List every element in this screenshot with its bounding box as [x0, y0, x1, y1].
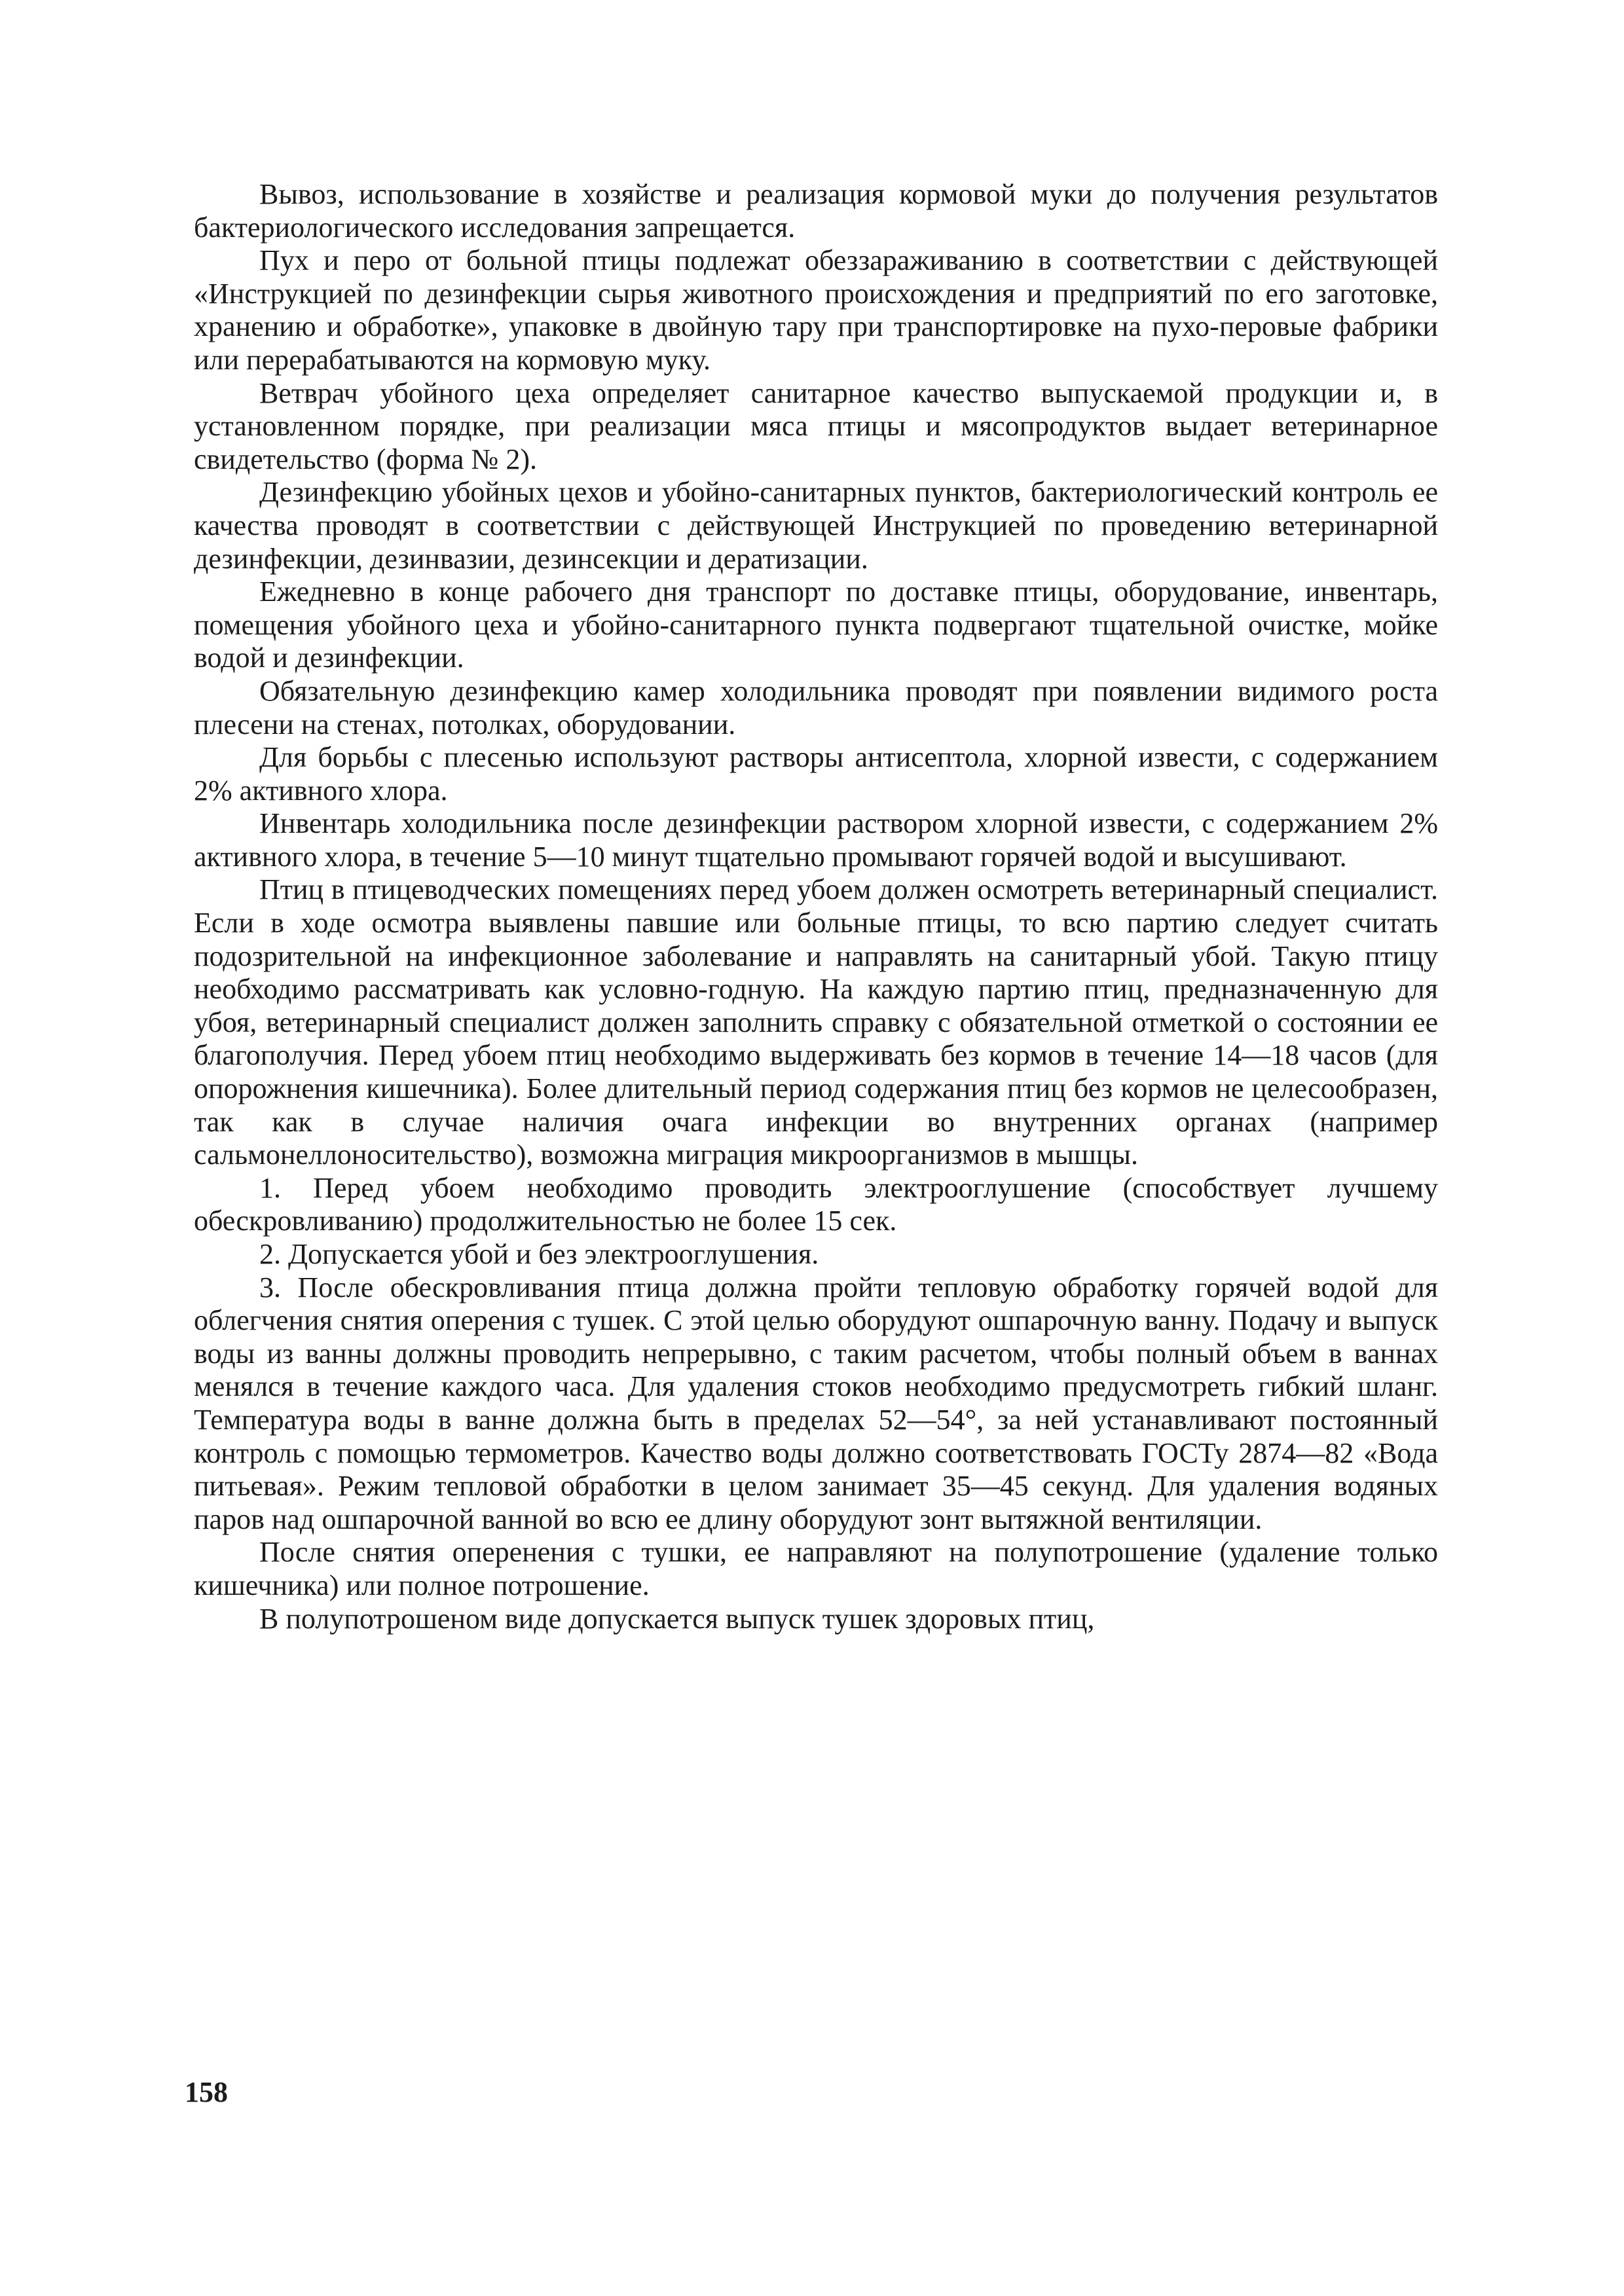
- paragraph-flour-export: Вывоз, использование в хозяйстве и реализация кормовой муки до получения результатов бактериологического исследования запрещается.: [194, 178, 1438, 244]
- paragraph-pre-slaughter-inspection: Птиц в птицеводческих помещениях перед убоем должен осмотреть ветеринарный специалист. Если в ходе осмотра выявлены павшие или больные птицы, то всю партию следует считать подозрительной на инфекционное заболевание и направлять на санитарный убой. Такую птицу необходимо рассматривать как условно-годную. На каждую партию птиц, предназначенную для убоя, ветеринарный специалист должен заполнить справку с обязательной отметкой о состоянии ее благополучия. Перед убоем птиц необходимо выдерживать без кормов в течение 14—18 часов (для опорожнения кишечника). Более длительный период содержания птиц без кормов не целесообразен, так как в случае наличия очага инфекции во внутренних органах (например сальмонеллоносительство), возможна миграция микроорганизмов в мышцы.: [194, 873, 1438, 1171]
- paragraph-vet-certificate: Ветврач убойного цеха определяет санитарное качество выпускаемой продукции и, в установленном порядке, при реализации мяса птицы и мясопродуктов выдает ветеринарное свидетельство (форма № 2).: [194, 376, 1438, 475]
- paragraph-mold-control: Для борьбы с плесенью используют растворы антисептола, хлорной извести, с содержанием 2% активного хлора.: [194, 741, 1438, 807]
- paragraph-down-feathers: Пух и перо от больной птицы подлежат обеззараживанию в соответствии с действующей «Инструкцией по дезинфекции сырья животного происхождения и предприятий по его заготовке, хранению и обработке», упаковке в двойную тару при транспортировке на пухо-перовые фабрики или перерабатываются на кормовую муку.: [194, 244, 1438, 376]
- paragraph-mold-disinfection: Обязательную дезинфекцию камер холодильника проводят при появлении видимого роста плесени на стенах, потолках, оборудовании.: [194, 674, 1438, 740]
- paragraph-semi-eviscerated: В полупотрошеном виде допускается выпуск тушек здоровых птиц,: [259, 1602, 1095, 1635]
- list-item-1: 1. Перед убоем необходимо проводить электрооглушение (способствует лучшему обескровливанию) продолжительностью не более 15 сек.: [194, 1171, 1438, 1237]
- list-item-3: 3. После обескровливания птица должна пройти тепловую обработку горячей водой для облегчения снятия оперения с тушек. С этой целью оборудуют ошпарочную ванну. Подачу и выпуск воды из ванны должны проводить непрерывно, с таким расчетом, чтобы полный объем в ваннах менялся в течение каждого часа. Для удаления стоков необходимо предусмотреть гибкий шланг. Температура воды в ванне должна быть в пределах 52—54°, за ней устанавливают постоянный контроль с помощью термометров. Качество воды должно соответствовать ГОСТу 2874—82 «Вода питьевая». Режим тепловой обработки в целом занимает 35—45 секунд. Для удаления водяных паров над ошпарочной ванной во всю ее длину оборудуют зонт вытяжной вентиляции.: [194, 1271, 1438, 1535]
- page-body: [194, 178, 1438, 1635]
- paragraph-daily-cleaning: Ежедневно в конце рабочего дня транспорт по доставке птицы, оборудование, инвентарь, помещения убойного цеха и убойно-санитарного пункта подвергают тщательной очистке, мойке водой и дезинфекции.: [194, 575, 1438, 674]
- paragraph-disinfection: Дезинфекцию убойных цехов и убойно-санитарных пунктов, бактериологический контроль ее качества проводят в соответствии с действующей Инструкцией по проведению ветеринарной дезинфекции, дезинвазии, дезинсекции и дератизации.: [194, 476, 1438, 575]
- page-number: 158: [185, 2076, 228, 2108]
- paragraph-inventory-washing: Инвентарь холодильника после дезинфекции раствором хлорной извести, с содержанием 2% активного хлора, в течение 5—10 минут тщательно промывают горячей водой и высушивают.: [194, 807, 1438, 873]
- list-item-2: 2. Допускается убой и без электрооглушения.: [259, 1238, 819, 1270]
- paragraph-evisceration: После снятия оперенения с тушки, ее направляют на полупотрошение (удаление только кишечника) или полное потрошение.: [194, 1536, 1438, 1601]
